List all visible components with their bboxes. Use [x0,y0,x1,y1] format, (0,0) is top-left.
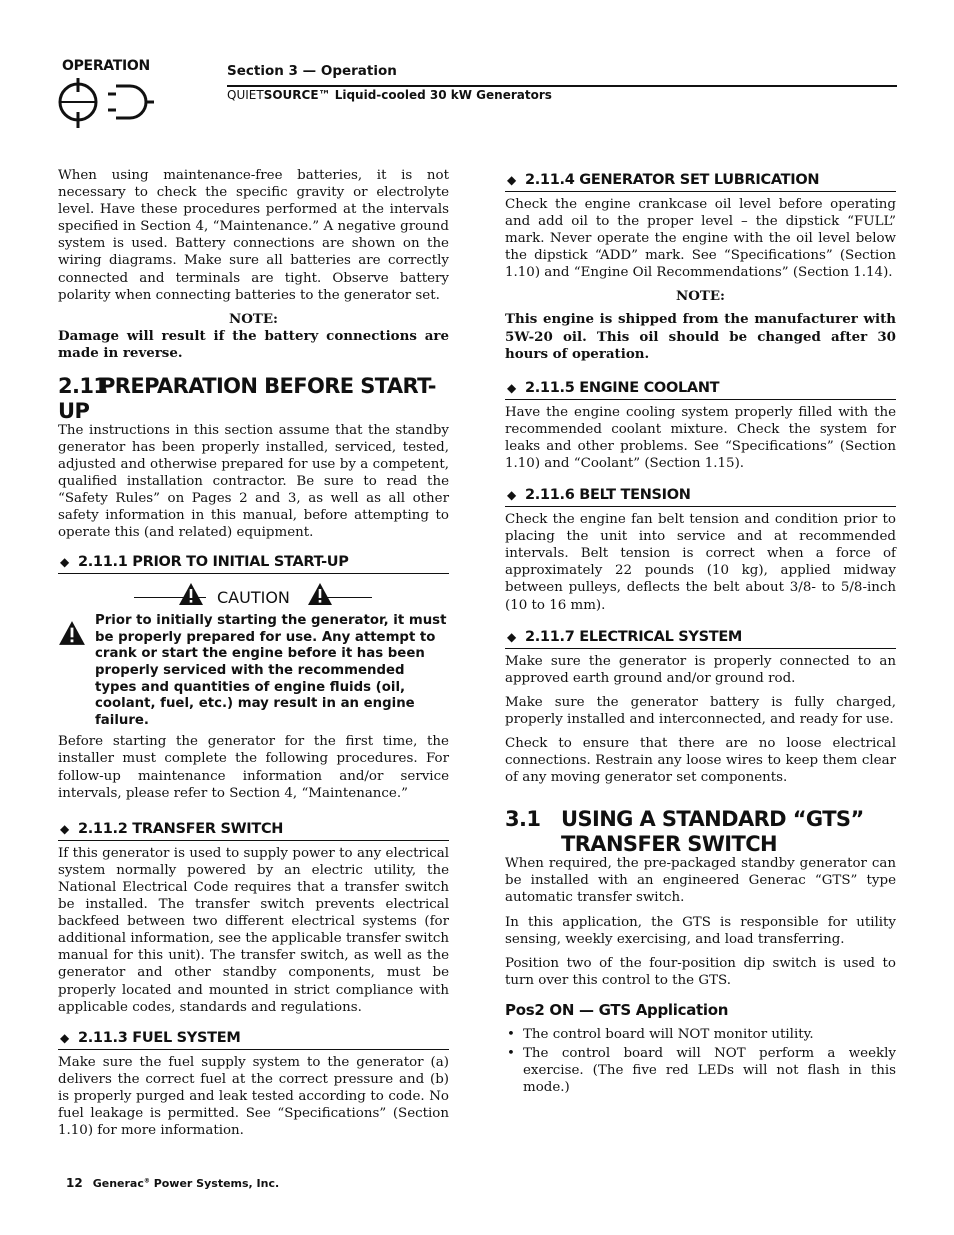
section-3-1-text-3: Position two of the four-position dip switch is used to turn over this control to the GTS. [505,955,896,988]
note-title: NOTE: [675,288,726,305]
warning-triangle-icon [58,620,86,646]
section-2-11-7-heading: ◆ 2.11.7 ELECTRICAL SYSTEM [505,628,896,649]
page-footer: 12 Generac® Power Systems, Inc. [66,1176,280,1190]
section-2-11-1-heading: ◆ 2.11.1 PRIOR TO INITIAL START-UP [58,553,449,574]
section-2-11-heading: 2.11PREPARATION BEFORE START-UP [58,373,436,423]
section-2-11-1-text: Before starting the generator for the first time, the installer must complete the following procedures. For follow-up maintenance information and/or service intervals, please refer to Section 4, “Maintenance.” [58,734,449,801]
diamond-icon: ◆ [507,380,516,395]
section-2-11-6-heading: ◆ 2.11.6 BELT TENSION [505,486,896,507]
operation-badge-label: OPERATION [62,58,150,74]
battery-intro-text: When using maintenance-free batteries, it is not necessary to check the specific gravity or electrolyte level. Have these procedures performed at the intervals specified in Section 4, “Maintenance.” A negative ground system is used. Battery connections are shown on the wiring diagrams. Make sure all batteries are correctly connected and terminals are tight. Observe battery polarity when connecting batteries to the generator set. [58,168,449,303]
section-2-11-5-heading: ◆ 2.11.5 ENGINE COOLANT [505,379,896,400]
section-3-1-text-2: In this application, the GTS is responsible for utility sensing, weekly exercising, and load transferring. [505,914,896,947]
diamond-icon: ◆ [507,488,516,503]
caution-banner [58,582,449,614]
section-2-11-7-text-2: Make sure the generator battery is fully charged, properly installed and interconnected, and ready for use. [505,694,896,727]
note-text: This engine is shipped from the manufacturer with 5W-20 oil. This oil should be changed after 30 hours of operation. [505,311,896,363]
section-2-11-4-text: Check the engine crankcase oil level before operating and add oil to the proper level – the dipstick “FULL” mark. Never operate the engine with the oil level below the dipstick “ADD” mark. See “Specifications” (Section 1.10) and “Engine Oil Recommendations” (Section 1.14). [505,197,896,281]
pos2-bullet-list [505,1026,896,1096]
section-2-11-2-heading: ◆ 2.11.2 TRANSFER SWITCH [58,820,449,841]
diamond-icon: ◆ [60,1030,69,1045]
company-name: Generac [92,1177,144,1190]
section-2-11-2-text: If this generator is used to supply power to any electrical system normally powered by an electric utility, the National Electrical Code requires that a transfer switch be installed. The transfer switch prevents electrical backfeed between two different electrical systems (for additional information, see the applicable transfer switch manual for this unit). The transfer switch, as well as the generator and other standby components, must be properly located and mounted in strict compliance with applicable codes, standards and regulations. [58,845,449,1015]
list-item: • The control board will NOT monitor utility. [505,1026,896,1043]
right-column [505,171,896,1096]
page-number: 12 [66,1176,83,1190]
diamond-icon: ◆ [507,173,516,187]
diamond-icon: ◆ [507,629,516,644]
section-2-11-3-heading: ◆ 2.11.3 FUEL SYSTEM [58,1029,449,1050]
section-3-1-text-1: When required, the pre-packaged standby generator can be installed with an engineered Generac “GTS” type automatic transfer switch. [505,856,896,906]
section-2-11-7-text-1: Make sure the generator is properly connected to an approved earth ground and/or ground rod. [505,653,896,686]
warning-triangle-icon [178,582,204,606]
left-column [58,167,449,1139]
section-2-11-6-text: Check the engine fan belt tension and condition prior to placing the unit into service and at recommended intervals. Belt tension is correct when a force of approximately 22 pounds (10 kg), applied midway between pulleys, deflects the belt about 3/8- to 5/8-inch (10 to 16 mm). [505,512,896,613]
section-2-11-5-text: Have the engine cooling system properly filled with the recommended coolant mixture. Check the system for leaks and other problems. See “Specifications” (Section 1.10) and “Coolant” (Section 1.15). [505,404,896,471]
section-title: Section 3 — Operation [227,63,397,79]
header-subtitle: QUIETSOURCE™ Liquid-cooled 30 kW Generators [227,88,552,102]
caution-label: CAUTION [217,588,290,608]
plug-socket-icon [58,78,158,130]
note-text: Damage will result if the battery connections are made in reverse. [58,327,449,362]
diamond-icon: ◆ [60,555,69,570]
header-rule [227,85,897,87]
diamond-icon: ◆ [60,821,69,836]
pos2-heading: Pos2 ON — GTS Application [505,1000,729,1019]
caution-message: Prior to initially starting the generator, it must be properly prepared for use. Any attempt to crank or start the engine before it has been properly serviced with the recommended types and quantities of engine fluids (oil, coolant, fuel, etc.) may result in an engine failure. [58,613,449,729]
list-item: • The control board will NOT perform a weekly exercise. (The five red LEDs will not flash in this mode.) [505,1045,896,1096]
section-2-11-7-text-3: Check to ensure that there are no loose electrical connections. Restrain any loose wires to keep them clear of any moving generator set components. [505,736,896,786]
section-2-11-4-heading: ◆ 2.11.4 GENERATOR SET LUBRICATION [505,171,896,192]
note-title: NOTE: [228,310,279,327]
section-2-11-3-text: Make sure the fuel supply system to the generator (a) delivers the correct fuel at the correct pressure and (b) is properly purged and leak tested according to code. No fuel leakage is permitted. See “Specifications” (Section 1.10) for more information. [58,1054,449,1139]
warning-triangle-icon [307,582,333,606]
section-3-1-heading: 3.1 USING A STANDARD “GTS” TRANSFER SWITCH [505,807,864,857]
section-2-11-text: The instructions in this section assume that the standby generator has been properly installed, serviced, tested, adjusted and otherwise prepared for use by a competent, qualified installation contractor. Be sure to read the “Safety Rules” on Pages 2 and 3, as well as all other safety information in this manual, before attempting to operate this (and related) equipment. [58,422,449,541]
